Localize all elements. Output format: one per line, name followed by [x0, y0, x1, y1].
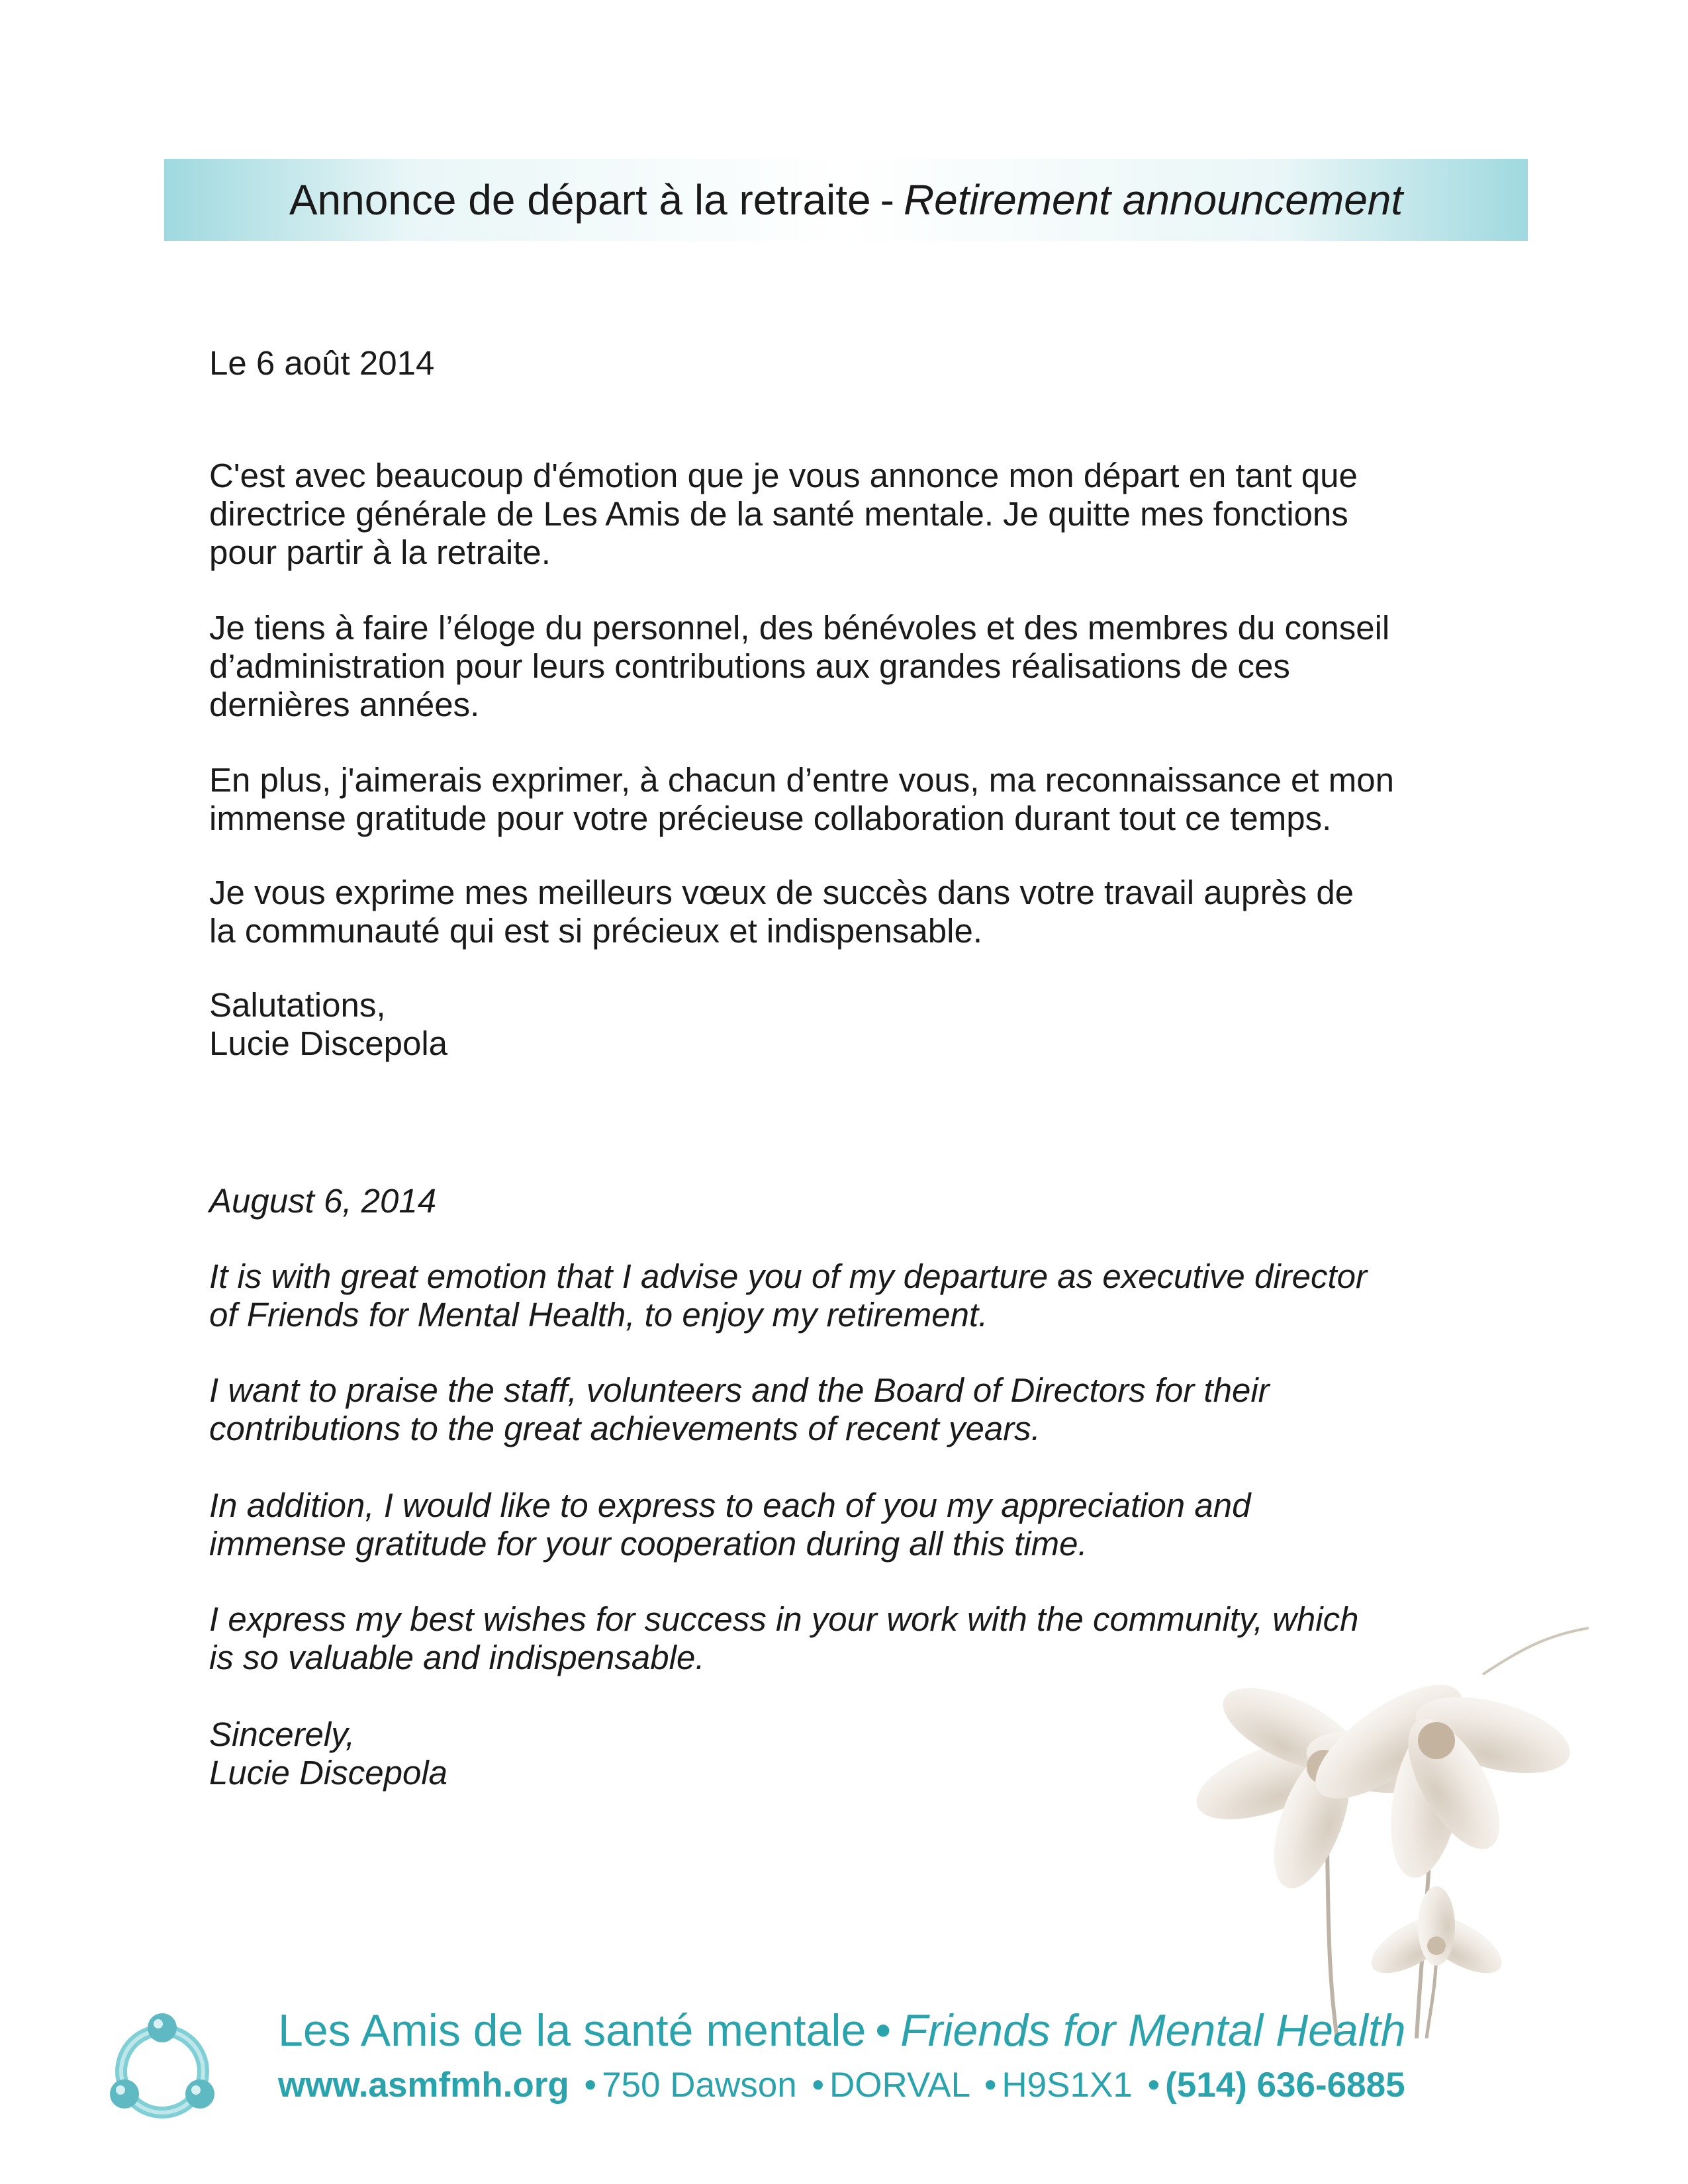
- footer-postal-code: H9S1X1: [1002, 2066, 1133, 2105]
- footer-org-french: Les Amis de la santé mentale: [278, 2005, 867, 2056]
- french-paragraph-1: C'est avec beaucoup d'émotion que je vous annonce mon départ en tant que directrice générale de Les Amis de la santé mentale. Je quitte mes fonctions pour partir à la retraite.: [209, 457, 1358, 571]
- english-closing: Sincerely,: [209, 1715, 355, 1753]
- english-paragraph-3: In addition, I would like to express to each of you my appreciation and immense gratitude for your cooperation during all this time.: [209, 1486, 1251, 1563]
- french-paragraph-2: Je tiens à faire l’éloge du personnel, des bénévoles et des membres du conseil d’administration pour leurs contributions aux grandes réalisations de ces dernières années.: [209, 609, 1390, 723]
- circular-connection-logo-icon: [99, 2005, 225, 2131]
- french-date: Le 6 août 2014: [209, 344, 435, 382]
- footer-phone: (514) 636-6885: [1165, 2066, 1405, 2105]
- french-paragraph-3: En plus, j'aimerais exprimer, à chacun d’entre vous, ma reconnaissance et mon immense gratitude pour votre précieuse collaboration durant tout ce temps.: [209, 761, 1394, 837]
- english-paragraph-1: It is with great emotion that I advise you of my departure as executive director of Friends for Mental Health, to enjoy my retirement.: [209, 1257, 1368, 1334]
- footer-website-link[interactable]: www.asmfmh.org: [278, 2066, 569, 2105]
- footer-address-bullet: •: [584, 2066, 597, 2105]
- english-paragraph-4: I express my best wishes for success in your work with the community, which is so valuable and indispensable.: [209, 1600, 1359, 1676]
- footer-contact: www.asmfmh.org • 750 Dawson • DORVAL • H9S1X1 • (514) 636-6885: [278, 2066, 1405, 2105]
- footer-org-english: Friends for Mental Health: [900, 2005, 1406, 2056]
- cosmos-flowers-icon: [1125, 1575, 1628, 2038]
- english-signature: Lucie Discepola: [209, 1754, 448, 1792]
- title-french: Annonce de départ à la retraite: [289, 176, 871, 224]
- french-closing: Salutations,: [209, 986, 386, 1024]
- title-separator: -: [880, 176, 894, 224]
- french-paragraph-4: Je vous exprime mes meilleurs vœux de succès dans votre travail auprès de la communauté qui est si précieux et indispensable.: [209, 874, 1354, 950]
- footer-organization: [278, 2004, 1523, 2057]
- title-english: Retirement announcement: [903, 176, 1403, 224]
- english-paragraph-2: I want to praise the staff, volunteers and the Board of Directors for their contributions to the great achievements of recent years.: [209, 1371, 1270, 1447]
- footer-bullet: •: [875, 2005, 892, 2056]
- title-banner: [164, 159, 1528, 241]
- footer-city: DORVAL: [829, 2066, 970, 2105]
- english-date: August 6, 2014: [209, 1182, 437, 1220]
- french-signature: Lucie Discepola: [209, 1024, 448, 1062]
- footer-street: 750 Dawson: [602, 2066, 797, 2105]
